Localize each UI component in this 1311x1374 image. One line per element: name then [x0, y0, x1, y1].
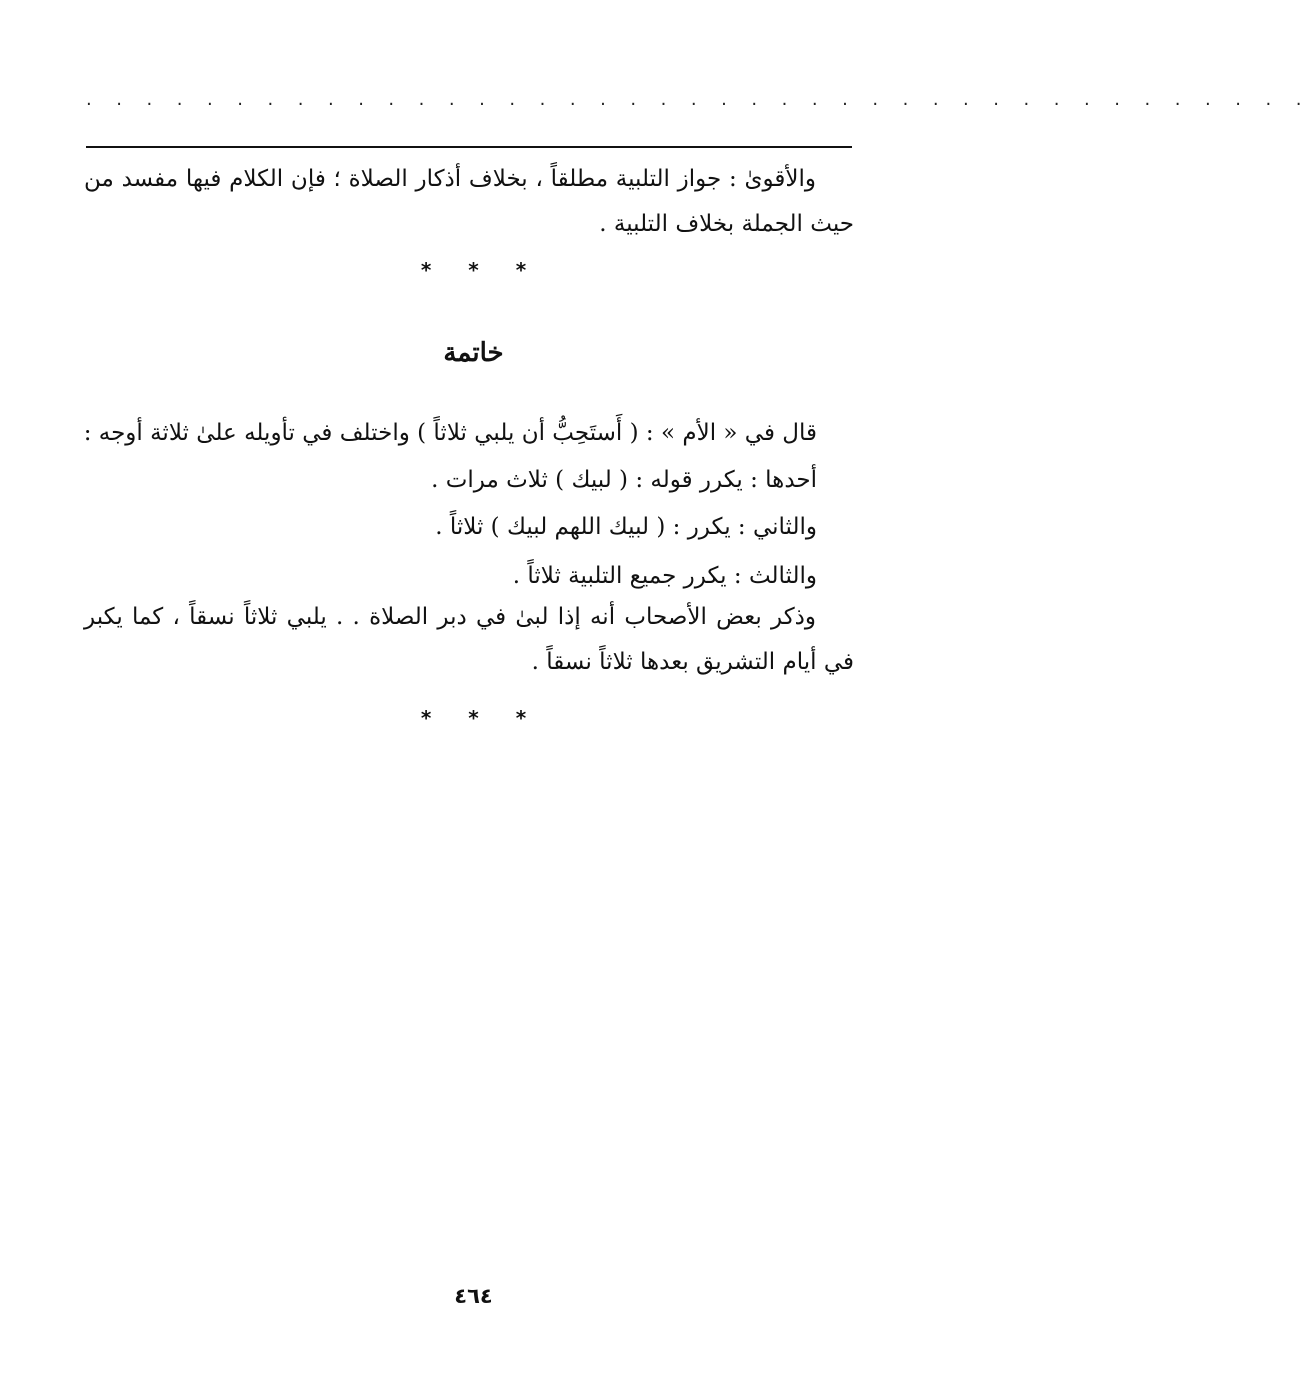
asterism-separator: * * * [420, 258, 527, 282]
horizontal-rule [86, 146, 852, 148]
page-number: ٤٦٤ [454, 1284, 493, 1308]
closing-paragraph: وذكر بعض الأصحاب أنه إذا لبىٰ في دبر الصلاة . . يلبي ثلاثاً نسقاً ، كما يكبر في أيام التشريق بعدها ثلاثاً نسقاً . [84, 604, 854, 675]
asterism-separator-end: * * * [420, 706, 527, 730]
text-line-intro: قال في « الأم » : ( أَستَحِبُّ أن يلبي ثلاثاً ) واختلف في تأويله علىٰ ثلاثة أوجه : [83, 420, 817, 446]
section-heading: خاتمة [443, 338, 504, 368]
opening-paragraph: والأقوىٰ : جواز التلبية مطلقاً ، بخلاف أذكار الصلاة ؛ فإن الكلام فيها مفسد من حيث الجملة بخلاف التلبية . [84, 166, 854, 237]
text-line-third: والثالث : يكرر جميع التلبية ثلاثاً . [512, 563, 817, 589]
text-line-second: والثاني : يكرر : ( لبيك اللهم لبيك ) ثلاثاً . [435, 514, 817, 540]
text-line-first: أحدها : يكرر قوله : ( لبيك ) ثلاث مرات . [431, 467, 817, 493]
dotted-separator: . . . . . . . . . . . . . . . . . . . . . . . . . . . . . . . . . . . . . . . . . [86, 89, 1311, 110]
